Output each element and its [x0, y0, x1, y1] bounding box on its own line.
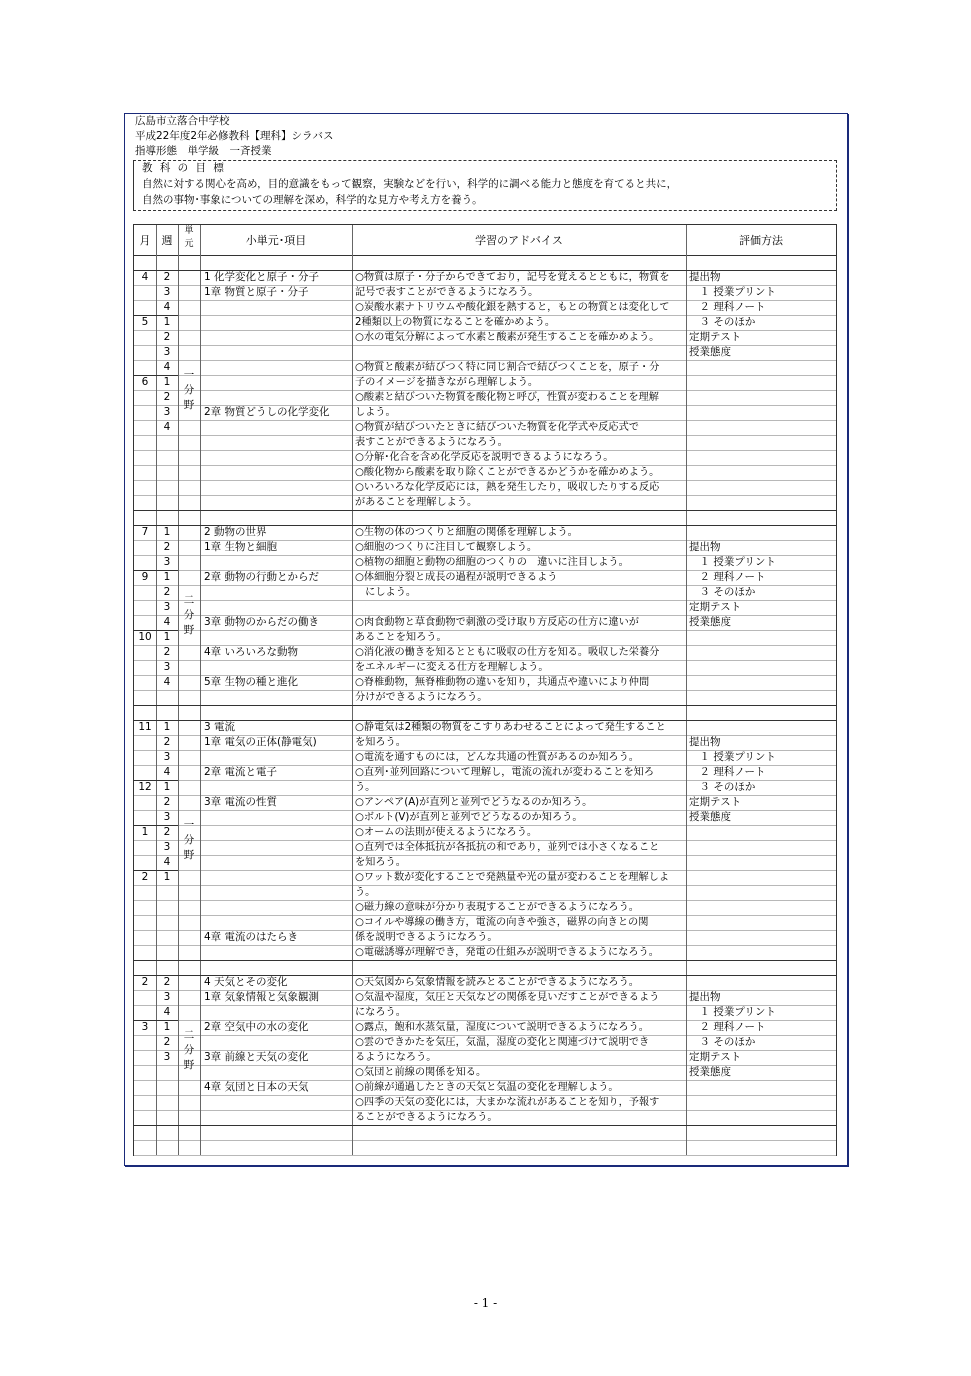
eval-line: 定期テスト [689, 1051, 742, 1063]
advice-line: ○植物の細胞と動物の細胞のつくりの 違いに注目しよう。 [355, 557, 629, 568]
week-cell: 3 [163, 406, 171, 418]
advice-line: ○肉食動物と草食動物で刺激の受け取り方反応の仕方に違いが [355, 617, 639, 628]
week-cell: 3 [163, 751, 171, 763]
week-cell: 1 [163, 871, 171, 883]
advice-line: ○オームの法則が使えるようになろう。 [355, 827, 538, 838]
unit-label-char: 野 [183, 1059, 195, 1071]
week-cell: 3 [163, 601, 171, 613]
topic-item: 2章 物質どうしの化学変化 [204, 406, 330, 418]
topic-item: 1章 物質と原子・分子 [204, 286, 309, 298]
advice-line: るようになろう。 [355, 1052, 437, 1063]
advice-line: になろう。 [355, 1007, 406, 1018]
goal-line-1: 自然に対する関心を高め，目的意識をもって観察，実験などを行い，科学的に調べる能力と態度を育てると共に， [142, 178, 678, 190]
week-cell: 2 [163, 586, 171, 598]
header-rule [134, 255, 836, 256]
grid-col-line [200, 225, 201, 1155]
col-week-header: 週 [161, 234, 173, 247]
topic-item: 4章 電流のはたらき [204, 931, 299, 943]
week-cell: 4 [163, 616, 171, 628]
advice-line: ○ボルト(V)が直列と並列でどうなるのか知ろう。 [355, 812, 583, 823]
week-cell: 2 [163, 646, 171, 658]
advice-line: ることができるようになろう。 [355, 1112, 498, 1123]
school-name: 広島市立落合中学校 [135, 115, 230, 127]
advice-line: ○電流を通すものには，どんな共通の性質があるのか知ろう。 [355, 752, 639, 763]
advice-line: ○水の電気分解によって水素と酸素が発生することを確かめよう。 [355, 332, 660, 343]
grid-row-line [134, 1140, 836, 1141]
week-cell: 3 [163, 841, 171, 853]
month-cell: 6 [141, 376, 149, 388]
topic-item: 1章 電気の正体(静電気) [204, 736, 317, 748]
eval-line: ３ そのほか [689, 316, 756, 328]
topic-item: 2 動物の世界 [204, 526, 267, 538]
topic-item: 2章 動物の行動とからだ [204, 571, 320, 583]
advice-line: 子のイメージを描きながら理解しよう。 [355, 377, 539, 388]
topic-item: 4章 気団と日本の天気 [204, 1081, 309, 1093]
topic-item: 5章 生物の種と進化 [204, 676, 299, 688]
eval-line: ２ 理科ノート [689, 1021, 766, 1033]
grid-row-line [134, 885, 836, 886]
advice-line: を知ろう。 [355, 857, 406, 868]
eval-line: 提出物 [689, 736, 721, 748]
week-cell: 2 [163, 1036, 171, 1048]
week-cell: 1 [163, 781, 171, 793]
unit-label-char: 一 [183, 369, 195, 381]
unit-label-char: 分 [183, 384, 195, 396]
month-cell: 12 [138, 781, 152, 793]
topic-item: 4章 いろいろな動物 [204, 646, 299, 658]
syllabus-sheet [124, 113, 848, 1166]
col-topic-header: 小単元･項目 [245, 234, 307, 247]
grid-row-line [134, 630, 836, 631]
week-cell: 4 [163, 1006, 171, 1018]
eval-line: ２ 理科ノート [689, 301, 766, 313]
topic-item: 2章 電流と電子 [204, 766, 278, 778]
unit-label-char: 野 [183, 849, 195, 861]
week-cell: 1 [163, 631, 171, 643]
week-cell: 4 [163, 766, 171, 778]
advice-line: ○気温や湿度，気圧と天気などの関係を見いだすことができるよう [355, 992, 660, 1003]
month-cell: 10 [138, 631, 152, 643]
eval-line: 授業態度 [689, 1066, 731, 1078]
advice-line: ○コイルや導線の働き方，電流の向きや強さ，磁界の向きとの関 [355, 917, 649, 928]
advice-line: ○磁力線の意味が分かり表現することができるようになろう。 [355, 902, 639, 913]
eval-line: 授業態度 [689, 616, 731, 628]
advice-line: う。 [355, 782, 376, 793]
advice-line: ○直列では全体抵抗が各抵抗の和であり，並列では小さくなること [355, 842, 660, 853]
unit-label-char: 一 [183, 819, 195, 831]
advice-line: 2種類以上の物質になることを確かめよう。 [355, 317, 556, 328]
goal-line-2: 自然の事物･事象についての理解を深め，科学的な見方や考え方を養う。 [142, 194, 483, 206]
advice-line: ○気団と前線の関係を知る。 [355, 1067, 487, 1078]
advice-line: 係を説明できるようになろう。 [355, 932, 498, 943]
advice-line: をエネルギーに変える仕方を理解しよう。 [355, 662, 549, 673]
topic-item: 1章 気象情報と気象観測 [204, 991, 320, 1003]
advice-line: ○電磁誘導が理解でき，発電の仕組みが説明できるようになろう。 [355, 947, 659, 958]
eval-line: １ 授業プリント [689, 751, 776, 763]
week-cell: 2 [163, 796, 171, 808]
week-cell: 2 [163, 826, 171, 838]
advice-line: を知ろう。 [355, 737, 406, 748]
eval-line: １ 授業プリント [689, 556, 776, 568]
eval-line: 授業態度 [689, 346, 731, 358]
eval-line: １ 授業プリント [689, 286, 776, 298]
week-cell: 3 [163, 556, 171, 568]
eval-line: ３ そのほか [689, 586, 756, 598]
section-separator [134, 705, 836, 706]
eval-line: 提出物 [689, 271, 721, 283]
advice-line: 表すことができるようになろう。 [355, 437, 508, 448]
topic-item: 3章 前線と天気の変化 [204, 1051, 309, 1063]
week-cell: 1 [163, 316, 171, 328]
goal-heading: 教 科 の 目 標 [142, 162, 226, 174]
advice-line: ○天気図から気象情報を読みとることができるようになろう。 [355, 977, 639, 988]
week-cell: 3 [163, 346, 171, 358]
col-unit-header-2: 元 [184, 239, 194, 249]
advice-line: ○前線が通過したときの天気と気温の変化を理解しよう。 [355, 1082, 619, 1093]
advice-line: ○直列･並列回路について理解し，電流の流れが変わることを知ろ [355, 767, 655, 778]
topic-item: 3 電流 [204, 721, 236, 733]
advice-line: ○露点，飽和水蒸気量，湿度について説明できるようになろう。 [355, 1022, 649, 1033]
advice-line: ○脊椎動物，無脊椎動物の違いを知り，共通点や違いにより仲間 [355, 677, 650, 688]
advice-line: 分けができるようになろう。 [355, 692, 488, 703]
col-month-header: 月 [139, 234, 151, 247]
grid-row-line [134, 855, 836, 856]
week-cell: 4 [163, 421, 171, 433]
month-cell: 1 [141, 826, 149, 838]
eval-line: ２ 理科ノート [689, 571, 766, 583]
week-cell: 2 [163, 271, 171, 283]
unit-label-char: 二 [183, 594, 195, 606]
advice-line: ○生物の体のつくりと細胞の関係を理解しよう。 [355, 527, 578, 538]
advice-line: ○炭酸水素ナトリウムや酸化銀を熱すると，もとの物質とは変化して [355, 302, 670, 313]
eval-line: 定期テスト [689, 601, 742, 613]
advice-line: あることを知ろう。 [355, 632, 447, 643]
eval-line: 定期テスト [689, 796, 742, 808]
week-cell: 2 [163, 331, 171, 343]
teaching-format: 指導形態 単学級 一斉授業 [135, 145, 272, 157]
eval-line: 定期テスト [689, 331, 742, 343]
advice-line: ○物質が結びついたときに結びついた物質を化学式や反応式で [355, 422, 639, 433]
advice-line: ○静電気は2種類の物質をこすりあわせることによって発生すること [355, 722, 666, 733]
week-cell: 2 [163, 391, 171, 403]
week-cell: 1 [163, 1021, 171, 1033]
section-separator [134, 960, 836, 961]
topic-item: 1 化学変化と原子・分子 [204, 271, 320, 283]
week-cell: 1 [163, 571, 171, 583]
topic-item: 3章 電流の性質 [204, 796, 278, 808]
eval-line: 提出物 [689, 991, 721, 1003]
eval-line: 提出物 [689, 541, 721, 553]
advice-line: ○いろいろな化学反応には，熱を発生したり，吸収したりする反応 [355, 482, 660, 493]
week-cell: 4 [163, 301, 171, 313]
week-cell: 1 [163, 526, 171, 538]
month-cell: 3 [141, 1021, 149, 1033]
eval-line: 授業態度 [689, 811, 731, 823]
advice-line: ○物質と酸素が結びつく特に同じ割合で結びつくことを，原子・分 [355, 362, 660, 373]
section-separator [134, 1125, 836, 1126]
month-cell: 11 [138, 721, 152, 733]
advice-line: ○消化液の働きを知るとともに吸収の仕方を知る。吸収した栄養分 [355, 647, 660, 658]
grid-col-line [352, 225, 353, 1155]
unit-label-char: 野 [183, 399, 195, 411]
week-cell: 4 [163, 361, 171, 373]
page-number: - 1 - [473, 1296, 498, 1310]
grid-row-line [134, 1155, 836, 1156]
advice-line: ○分解･化合を含め化学反応を説明できるようになろう。 [355, 452, 614, 463]
week-cell: 3 [163, 991, 171, 1003]
month-cell: 5 [141, 316, 149, 328]
week-cell: 2 [163, 736, 171, 748]
advice-line: ○酸素と結びついた物質を酸化物と呼び，性質が変わることを理解 [355, 392, 659, 403]
week-cell: 3 [163, 661, 171, 673]
advice-line: ○雲のできかたを気圧，気温，湿度の変化と関連づけて説明でき [355, 1037, 650, 1048]
advice-line: ○体細胞分裂と成長の過程が説明できるよう [355, 572, 558, 583]
topic-item: 4 天気とその変化 [204, 976, 288, 988]
week-cell: 3 [163, 286, 171, 298]
month-cell: 2 [141, 871, 149, 883]
advice-line: う。 [355, 887, 376, 898]
section-separator [134, 510, 836, 511]
topic-item: 2章 空気中の水の変化 [204, 1021, 309, 1033]
advice-line: ○酸化物から酸素を取り除くことができるかどうかを確かめよう。 [355, 467, 660, 478]
col-eval-header: 評価方法 [739, 234, 783, 247]
month-cell: 4 [141, 271, 149, 283]
grid-row-line [134, 495, 836, 496]
advice-line: ○アンペア(A)が直列と並列でどうなるのか知ろう。 [355, 797, 593, 808]
grid-col-line [686, 225, 687, 1155]
subject-goal-box [133, 160, 837, 211]
eval-line: ３ そのほか [689, 1036, 756, 1048]
week-cell: 3 [163, 811, 171, 823]
week-cell: 3 [163, 1051, 171, 1063]
week-cell: 1 [163, 376, 171, 388]
week-cell: 4 [163, 676, 171, 688]
unit-label-char: 分 [183, 1044, 195, 1056]
grid-col-line [178, 225, 179, 1155]
week-cell: 4 [163, 856, 171, 868]
topic-item: 3章 動物のからだの働き [204, 616, 320, 628]
topic-item: 1章 生物と細胞 [204, 541, 278, 553]
week-cell: 1 [163, 721, 171, 733]
eval-line: １ 授業プリント [689, 1006, 776, 1018]
week-cell: 2 [163, 976, 171, 988]
eval-line: ２ 理科ノート [689, 766, 766, 778]
advice-line: ○物質は原子・分子からできており，記号を覚えるとともに，物質を [355, 272, 670, 283]
month-cell: 7 [141, 526, 149, 538]
advice-line: ○ワット数が変化することで発熱量や光の量が変わることを理解しよ [355, 872, 670, 883]
week-cell: 2 [163, 541, 171, 553]
syllabus-title: 平成22年度2年必修教科【理科】シラバス [135, 130, 334, 142]
col-unit-header-1: 単 [184, 226, 194, 236]
unit-label-char: 分 [183, 609, 195, 621]
month-cell: 9 [141, 571, 149, 583]
advice-line: ○細胞のつくりに注目して観察しよう。 [355, 542, 538, 553]
advice-line: にしよう。 [355, 587, 417, 598]
unit-label-char: 二 [183, 1029, 195, 1041]
unit-label-char: 分 [183, 834, 195, 846]
advice-line: があることを理解しよう。 [355, 497, 478, 508]
eval-line: ３ そのほか [689, 781, 756, 793]
advice-line: ○四季の天気の変化には，大まかな流れがあることを知り，予報す [355, 1097, 660, 1108]
syllabus-table [133, 224, 837, 1156]
month-cell: 2 [141, 976, 149, 988]
col-advice-header: 学習のアドバイス [475, 234, 563, 247]
unit-label-char: 野 [183, 624, 195, 636]
advice-line: 記号で表すことができるようになろう。 [355, 287, 539, 298]
advice-line: しよう。 [355, 407, 396, 418]
